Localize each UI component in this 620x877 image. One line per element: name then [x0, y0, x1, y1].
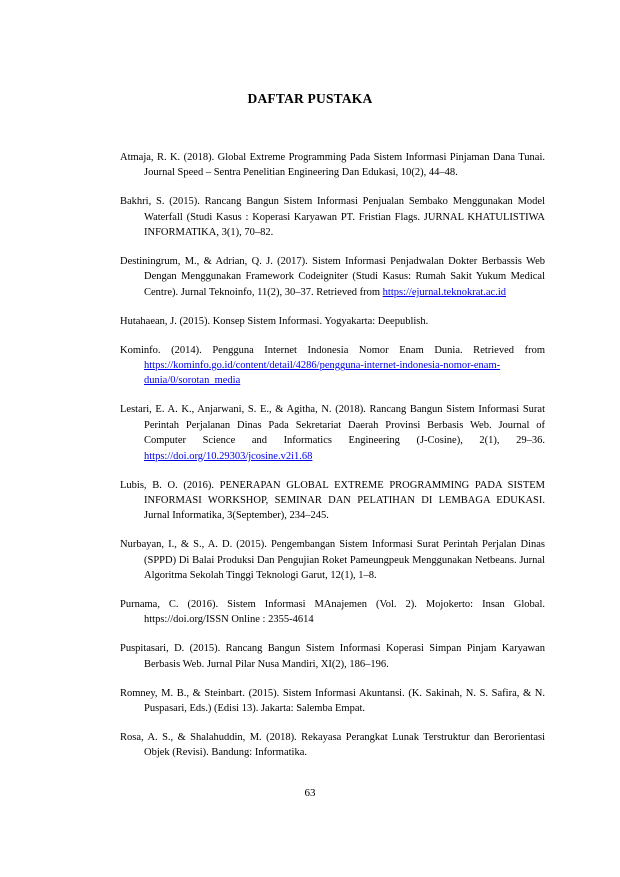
reference-text: Puspitasari, D. (2015). Rancang Bangun Sistem Informasi Koperasi Simpan Pinjam Karyawan Berbasis Web. Jurnal Pilar Nusa Mandiri, XI(2), 186–196. [120, 643, 545, 670]
reference-link[interactable]: https://kominfo.go.id/content/detail/4286/pengguna-internet-indonesia-nomor-enam-dunia/0/sorotan_media [144, 360, 501, 387]
reference-text: Purnama, C. (2016). Sistem Informasi MAnajemen (Vol. 2). Mojokerto: Insan Global. https://doi.org/ISSN Online : 2355-4614 [120, 598, 545, 626]
reference-text: Romney, M. B., & Steinbart. (2015). Sistem Informasi Akuntansi. (K. Sakinah, N. S. Safira, & N. Puspasari, Eds.) (Edisi 13). Jakarta: Salemba Empat. [120, 687, 545, 714]
reference-item [120, 597, 545, 628]
reference-text: Destiningrum, M., & Adrian, Q. J. (2017). Sistem Informasi Penjadwalan Dokter Berbassis Web Dengan Menggunakan Framework Codeigniter (Studi Kasus: Rumah Sakit Yukum Medical Centre). Jurnal Teknoinfo, 11(2), 30–37. Retrieved from [120, 256, 545, 298]
reference-item [120, 254, 545, 300]
reference-item [120, 402, 545, 464]
reference-item [120, 730, 545, 761]
reference-item [120, 478, 545, 524]
reference-text: Lestari, E. A. K., Anjarwani, S. E., & Agitha, N. (2018). Rancang Bangun Sistem Informasi Surat Perintah Perjalanan Dinas Pada Sekretariat Daerah Provinsi Berbasis Web. Journal of Computer Science and Informatics Engineering (J-Cosine), 2(1), 29–36. [120, 404, 545, 447]
reference-text: Kominfo. (2014). Pengguna Internet Indonesia Nomor Enam Dunia. Retrieved from [120, 344, 545, 356]
reference-item [120, 641, 545, 672]
reference-item [120, 686, 545, 717]
reference-link[interactable]: https://ejurnal.teknokrat.ac.id [382, 286, 507, 298]
reference-text: Atmaja, R. K. (2018). Global Extreme Programming Pada Sistem Informasi Pinjaman Dana Tunai. Journal Speed – Sentra Penelitian Engineering Dan Edukasi, 10(2), 44–48. [120, 152, 545, 179]
page-number: 63 [304, 787, 316, 799]
reference-item [120, 343, 545, 389]
reference-text: Hutahaean, J. (2015). Konsep Sistem Informasi. Yogyakarta: Deepublish. [120, 315, 429, 327]
reference-text: Rosa, A. S., & Shalahuddin, M. (2018). Rekayasa Perangkat Lunak Terstruktur dan Berorientasi Objek (Revisi). Bandung: Informatika. [120, 731, 545, 759]
reference-item [120, 194, 545, 240]
reference-text: Bakhri, S. (2015). Rancang Bangun Sistem Informasi Penjualan Sembako Menggunakan Model Waterfall (Studi Kasus : Koperasi Karyawan PT. Fristian Flags. JURNAL KHATULISTIWA INFORMATIKA, 3(1), 70–82. [120, 196, 545, 239]
reference-item [120, 150, 545, 181]
reference-link[interactable]: https://doi.org/10.29303/jcosine.v2i1.68 [144, 450, 313, 462]
reference-item [120, 314, 545, 329]
reference-list [120, 150, 545, 774]
reference-text: Lubis, B. O. (2016). PENERAPAN GLOBAL EXTREME PROGRAMMING PADA SISTEM INFORMASI WORKSHOP, SEMINAR DAN PELATIHAN DI LEMBAGA EDUKASI. Jurnal Informatika, 3(September), 234–245. [120, 479, 545, 522]
reference-text: Nurbayan, I., & S., A. D. (2015). Pengembangan Sistem Informasi Surat Perintah Perjalan Dinas (SPPD) Di Balai Produksi Dan Pengujian Roket Pameungpeuk Menggunakan Netbeans. Jurnal Algoritma Sekolah Tinggi Teknologi Garut, 12(1), 1–8. [120, 539, 545, 582]
page-title: DAFTAR PUSTAKA [247, 91, 373, 106]
reference-item [120, 537, 545, 583]
